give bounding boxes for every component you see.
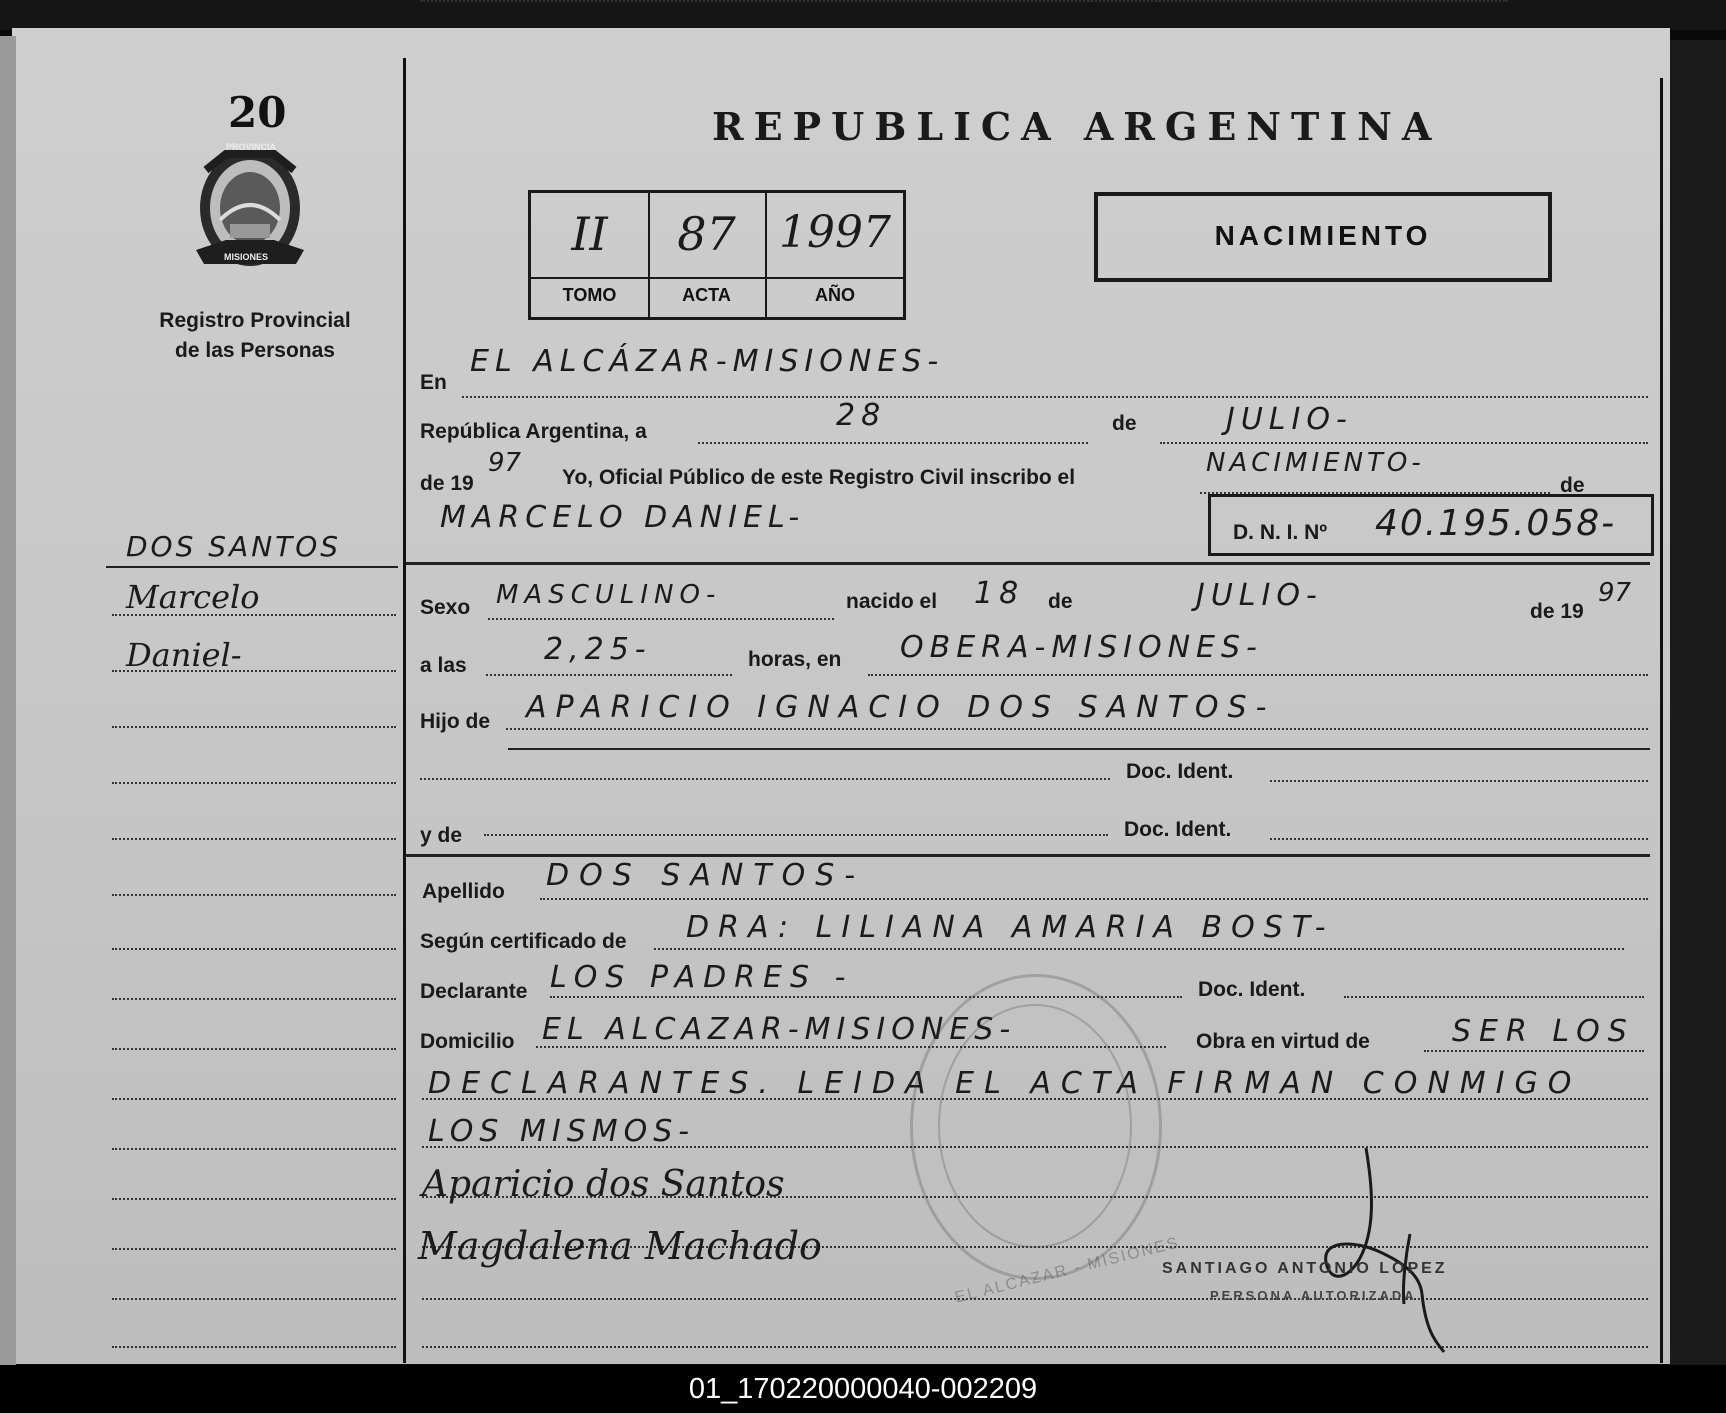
segun-value: DRA: LILIANA AMARIA BOST- <box>686 910 1335 945</box>
father-doc-line <box>420 778 1110 780</box>
acta-label: ACTA <box>682 285 731 305</box>
official-stamp-inner <box>938 1004 1132 1248</box>
archive-caption: 01_170220000040-002209 <box>0 1365 1726 1413</box>
obra-line <box>1424 1050 1644 1052</box>
scan-right-border <box>1670 40 1726 1370</box>
record-type-box <box>1094 192 1552 282</box>
father-value: APARICIO IGNACIO DOS SANTOS- <box>526 690 1276 725</box>
hora-value: 2,25- <box>544 632 652 667</box>
country-title: REPUBLICA ARGENTINA <box>712 104 1442 149</box>
margin-name-first: Marcelo <box>126 578 260 616</box>
page-number: 20 <box>228 88 287 137</box>
obra-value: SER LOS <box>1452 1014 1635 1049</box>
day-line <box>698 442 1088 444</box>
name-line <box>420 0 1160 2</box>
record-number-box <box>528 190 906 320</box>
right-rule <box>1660 78 1663 1363</box>
apellido-value: DOS SANTOS- <box>546 858 866 893</box>
year-prefix-label: de 19 <box>420 472 474 495</box>
mother-doc-label: Doc. Ident. <box>1124 818 1232 841</box>
en-label: En <box>420 371 447 394</box>
margin-ruled-line <box>112 998 396 1000</box>
provincial-seal-icon <box>186 140 314 280</box>
domicilio-value: EL ALCAZAR-MISIONES- <box>542 1012 1017 1047</box>
margin-ruled-line <box>112 838 396 840</box>
scan-top-border <box>0 0 1726 30</box>
republica-label: República Argentina, a <box>420 420 647 443</box>
day-value: 28 <box>836 398 887 433</box>
domicilio-label: Domicilio <box>420 1030 515 1053</box>
obra-continuation-2: LOS MISMOS- <box>428 1114 696 1149</box>
inscribo-de-label: de <box>1560 474 1585 497</box>
month-line <box>1160 442 1648 444</box>
registrant-name: MARCELO DANIEL- <box>440 500 806 535</box>
margin-ruled-line <box>112 1298 396 1300</box>
margin-ruled-line <box>112 726 396 728</box>
margin-ruled-line <box>112 670 396 672</box>
signature-mother: Magdalena Machado <box>418 1224 822 1268</box>
dni-box <box>1208 494 1654 556</box>
margin-ruled-line <box>112 1198 396 1200</box>
margin-ruled-line <box>112 1248 396 1250</box>
declarante-doc-label: Doc. Ident. <box>1198 978 1306 1001</box>
stamp-text: EL ALCAZAR - MISIONES <box>953 1234 1182 1307</box>
margin-surname: DOS SANTOS <box>126 530 342 563</box>
seal-top-text: PROVINCIA <box>226 142 277 152</box>
alas-label: a las <box>420 654 467 677</box>
hora-line <box>486 674 732 676</box>
en-value: EL ALCÁZAR-MISIONES- <box>470 344 945 379</box>
official-title: PERSONA AUTORIZADA <box>1210 1288 1417 1303</box>
margin-ruled-line <box>112 948 396 950</box>
apellido-line <box>540 898 1648 900</box>
declarante-value: LOS PADRES - <box>550 960 854 995</box>
father-doc-label: Doc. Ident. <box>1126 760 1234 783</box>
birth-de-label: de <box>1048 590 1073 613</box>
year-value: 97 <box>488 448 522 478</box>
hijo-label: Hijo de <box>420 710 491 733</box>
tomo-value: II <box>571 207 608 261</box>
inscribo-value: NACIMIENTO- <box>1206 448 1425 478</box>
segun-label: Según certificado de <box>420 930 627 953</box>
birth-year: 97 <box>1598 578 1632 608</box>
margin-ruled-line <box>112 1098 396 1100</box>
seal-bottom-text: MISIONES <box>224 252 269 262</box>
nacido-label: nacido el <box>846 590 938 613</box>
segun-line <box>654 948 1624 950</box>
margin-ruled-line <box>112 894 396 896</box>
declarante-doc-line <box>1344 996 1644 998</box>
registry-line1: Registro Provincial <box>159 309 351 332</box>
official-name: SANTIAGO ANTONIO LOPEZ <box>1162 1260 1448 1277</box>
birth-month-line <box>1088 0 1508 2</box>
margin-ruled-line <box>112 1048 396 1050</box>
birth-year-prefix: de 19 <box>1530 600 1584 623</box>
sexo-line <box>488 618 834 620</box>
obra-label: Obra en virtud de <box>1196 1030 1370 1053</box>
declarante-label: Declarante <box>420 980 528 1003</box>
month-value: JULIO- <box>1226 402 1353 437</box>
column-divider <box>403 58 406 1363</box>
place-line <box>868 674 1648 676</box>
margin-ruled-line <box>112 1346 396 1348</box>
body-ruled-line <box>422 1346 1648 1348</box>
tomo-label: TOMO <box>562 285 617 305</box>
father-underline <box>508 748 1650 750</box>
place-value: OBERA-MISIONES- <box>900 630 1263 665</box>
signature-father: Aparicio dos Santos <box>422 1164 785 1205</box>
father-doc-value-line <box>1270 780 1648 782</box>
birth-day: 18 <box>974 576 1025 611</box>
sexo-value: MASCULINO- <box>496 580 722 610</box>
mother-line <box>484 834 1108 836</box>
margin-ruled-line <box>112 614 396 616</box>
registry-title <box>140 306 370 366</box>
page-edge <box>0 36 16 1366</box>
official-signature-mark <box>1310 1144 1460 1354</box>
month-de-label: de <box>1112 412 1137 435</box>
obra-continuation-1: DECLARANTES. LEIDA EL ACTA FIRMAN CONMIGO <box>428 1066 1582 1101</box>
margin-surname-line <box>106 566 398 568</box>
apellido-label: Apellido <box>422 880 505 903</box>
body-ruled-line <box>422 1298 1648 1300</box>
margin-name-second: Daniel- <box>126 636 242 674</box>
birth-month: JULIO- <box>1196 578 1323 613</box>
record-type: NACIMIENTO <box>1214 220 1432 251</box>
horas-label: horas, en <box>748 648 842 671</box>
acta-value: 87 <box>677 207 736 261</box>
en-line <box>462 396 1648 398</box>
section-divider-1 <box>406 562 1650 565</box>
margin-ruled-line <box>112 1148 396 1150</box>
section-divider-2 <box>406 854 1650 857</box>
yde-label: y de <box>420 824 463 847</box>
ano-label: AÑO <box>815 285 855 305</box>
dni-value: 40.195.058- <box>1375 503 1617 544</box>
mother-doc-value-line <box>1270 838 1648 840</box>
margin-ruled-line <box>112 782 396 784</box>
ano-value: 1997 <box>779 207 891 258</box>
official-statement: Yo, Oficial Público de este Registro Civil inscribo el <box>562 466 1076 489</box>
father-line <box>506 728 1648 730</box>
sexo-label: Sexo <box>420 596 471 619</box>
dni-label: D. N. I. Nº <box>1233 521 1328 544</box>
registry-line2: de las Personas <box>175 339 335 362</box>
